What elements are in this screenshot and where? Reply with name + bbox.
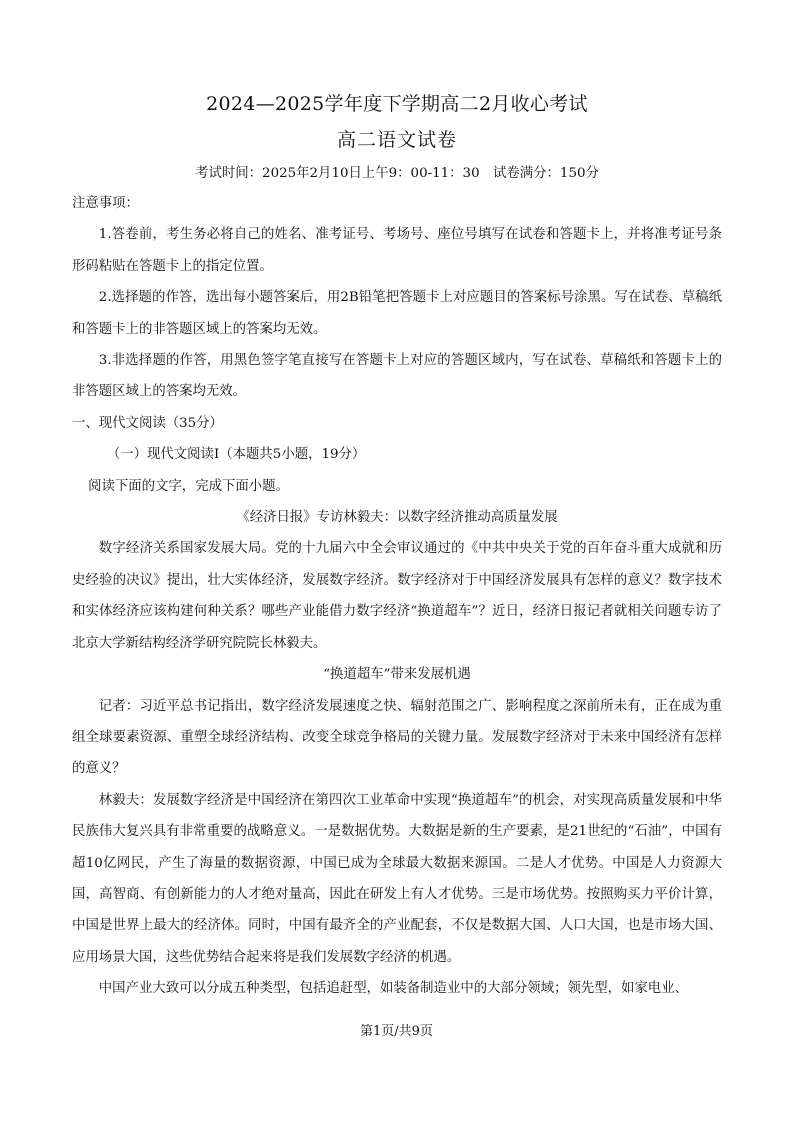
article-title: 《经济日报》专访林毅夫：以数字经济推动高质量发展 [236,510,558,526]
article-paragraph-3: 中国产业大致可以分成五种类型，包括追赶型，如装备制造业中的大部分领域；领先型，如家电业、 [98,981,688,997]
article-paragraph-2: 林毅夫：发展数字经济是中国经济在第四次工业革命中实现“换道超车”的机会，对实现高质量发展和中华民族伟大复兴具有非常重要的战略意义。一是数据优势。大数据是新的生产要素，是21世纪的“石油”，中国有超10亿网民，产生了海量的数据资源，中国已成为全球最大数据来源国。二是人才优势。中国是人力资源大国，高智商、有创新能力的人才绝对量高，因此在研发上有人才优势。三是市场优势。按照购买力平价计算，中国是世界上最大的经济体。同时，中国有最齐全的产业配套，不仅是数据大国、人口大国，也是市场大国、应用场景大国，这些优势结合起来将是我们发展数字经济的机遇。 [72,792,722,965]
exam-info: 考试时间：2025年2月10日上午9：00-11：30 试卷满分：150分 [195,166,599,181]
article-paragraph-1: 记者：习近平总书记指出，数字经济发展速度之快、辐射范围之广、影响程度之深前所未有，正在成为重组全球要素资源、重塑全球经济结构、改变全球竞争格局的关键力量。发展数字经济对于未来中国经济有怎样的意义？ [72,698,722,777]
section-instruction: 阅读下面的文字，完成下面小题。 [88,478,289,494]
exam-title: 2024—2025学年度下学期高二2月收心考试 [206,93,588,115]
section-sub-heading: （一）现代文阅读Ⅰ（本题共5小题，19分） [106,447,366,463]
exam-subtitle: 高二语文试卷 [336,129,457,151]
exam-page [72,92,722,1005]
section-heading: 一、现代文阅读（35分） [72,415,223,431]
article-intro: 数字经济关系国家发展大局。党的十九届六中全会审议通过的《中共中央关于党的百年奋斗重大成就和历史经验的决议》提出，壮大实体经济，发展数字经济。数字经济对于中国经济发展具有怎样的意义？数字技术和实体经济应该构建何种关系？哪些产业能借力数字经济“换道超车”？近日，经济日报记者就相关问题专访了北京大学新结构经济学研究院院长林毅夫。 [72,541,722,651]
article-section-title: “换道超车”带来发展机遇 [323,667,471,683]
notice-item-3: 3.非选择题的作答，用黑色签字笔直接写在答题卡上对应的答题区域内，写在试卷、草稿纸和答题卡上的非答题区域上的答案均无效。 [72,353,722,400]
notice-item-2: 2.选择题的作答，选出每小题答案后，用2B铅笔把答题卡上对应题目的答案标号涂黑。写在试卷、草稿纸和答题卡上的非答题区域上的答案均无效。 [72,290,722,337]
page-number: 第1页/共9页 [360,1024,433,1039]
notice-item-1: 1.答卷前，考生务必将自己的姓名、准考证号、考场号、座位号填写在试卷和答题卡上，并将准考证号条形码粘贴在答题卡上的指定位置。 [72,227,722,274]
notice-heading: 注意事项： [72,196,139,211]
